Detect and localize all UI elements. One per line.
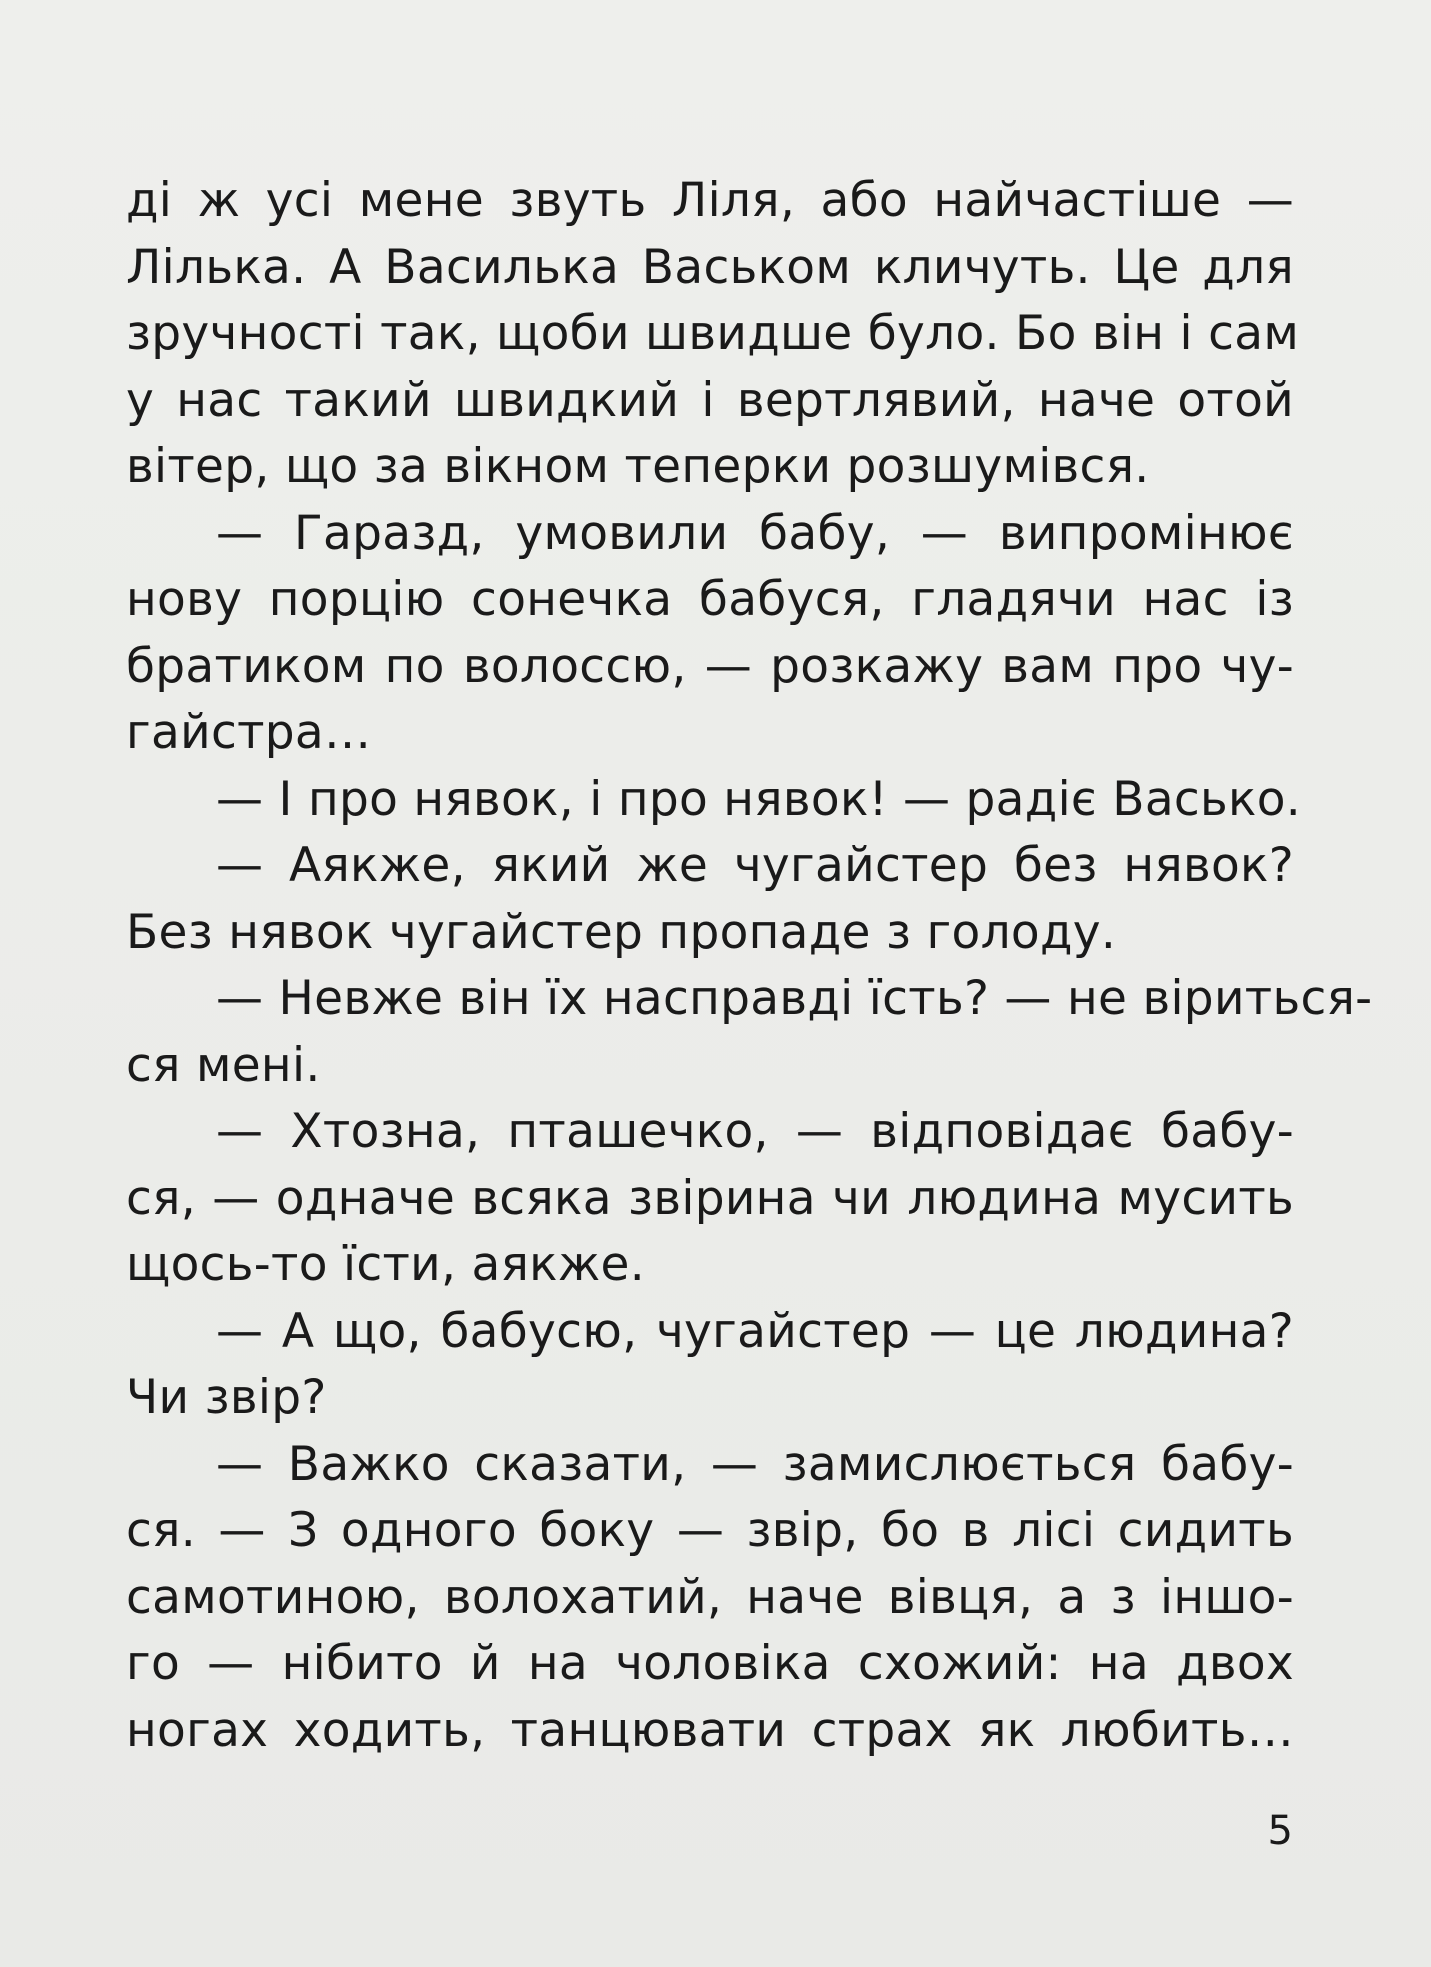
- text-line: Без нявок чугайстер пропаде з голоду.: [126, 904, 1117, 960]
- text-line: Лілька. А Василька Васьком кличуть. Це для: [126, 239, 1294, 295]
- text-line: — Гаразд, умовили бабу, — випромінює: [216, 505, 1294, 561]
- text-line: самотиною, волохатий, наче вівця, а з іншо-: [126, 1569, 1294, 1625]
- text-line: у нас такий швидкий і вертлявий, наче отой: [126, 372, 1294, 428]
- text-line: ногах ходить, танцювати страх як любить…: [126, 1702, 1294, 1758]
- page-number: 5: [1267, 1808, 1293, 1854]
- text-line: гайстра…: [126, 705, 372, 760]
- text-line: ся. — З одного боку — звір, бо в лісі сидить: [126, 1503, 1294, 1558]
- body-text: [126, 168, 1373, 1764]
- text-line: нову порцію сонечка бабуся, гладячи нас із: [126, 572, 1294, 627]
- text-line: — Важко сказати, — замислюється бабу-: [216, 1436, 1294, 1492]
- text-line: зручності так, щоби швидше було. Бо він і сам: [126, 306, 1300, 361]
- text-line: — Аякже, який же чугайстер без нявок?: [216, 838, 1294, 893]
- text-line: ся мені.: [126, 1037, 321, 1093]
- text-line: — А що, бабусю, чугайстер — це людина?: [216, 1303, 1294, 1359]
- text-line: Чи звір?: [126, 1370, 327, 1425]
- text-line: — І про нявок, і про нявок! — радіє Васько.: [216, 771, 1302, 827]
- text-line: ся, — одначе всяка звірина чи людина мусить: [126, 1170, 1294, 1226]
- text-line: ді ж усі мене звуть Ліля, або найчастіше —: [126, 173, 1294, 228]
- text-line: вітер, що за вікном теперки розшумівся.: [126, 439, 1150, 494]
- text-line: го — нібито й на чоловіка схожий: на двох: [126, 1636, 1294, 1691]
- text-line: братиком по волоссю, — розкажу вам про чу-: [126, 638, 1294, 694]
- text-line: — Хтозна, пташечко, — відповідає бабу-: [216, 1104, 1294, 1159]
- text-line: — Невже він їх насправді їсть? — не віриться-: [216, 971, 1373, 1026]
- text-line: щось-то їсти, аякже.: [126, 1237, 645, 1292]
